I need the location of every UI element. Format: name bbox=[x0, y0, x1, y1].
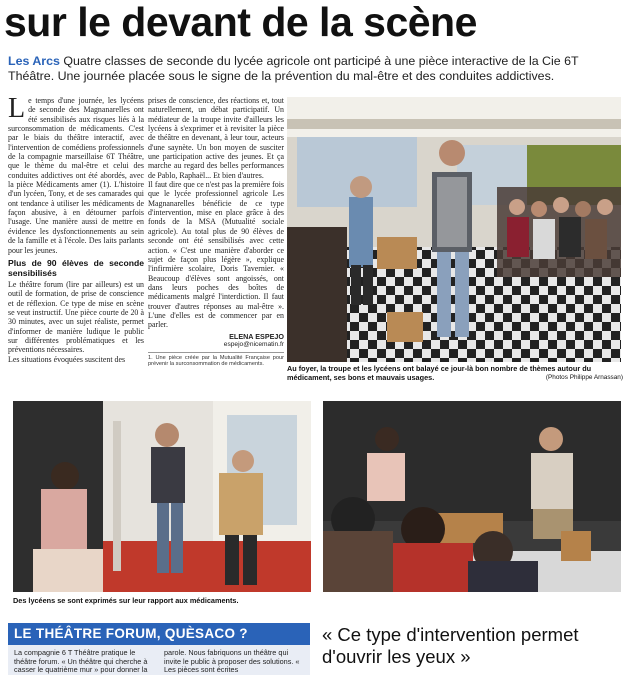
author-email: espejo@nicematin.fr bbox=[223, 340, 284, 348]
article-column-1 bbox=[8, 93, 144, 364]
sidebar-title: LE THÉÂTRE FORUM, QUÈSACO ? bbox=[8, 623, 310, 645]
lede bbox=[8, 54, 626, 84]
article-paragraph-3: Les situations évoquées suscitent des bbox=[8, 354, 126, 364]
photo-foyer-illustration bbox=[287, 97, 621, 362]
right-photo bbox=[323, 401, 621, 592]
sidebar-box bbox=[8, 623, 310, 675]
article-paragraph-5: Il faut dire que ce n'est pas la première fois que le lycée professionnel agricole Les Magnanarelles bénéficie de ce type d'intervention, mise en place grâce à des fonds de la MSA (Mutualité sociale agricole). Au total plus de 90 élèves de seconde ont été sensibilisés avec cette action. « C'est une manière d'aborder ce sujet de façon plus légère », explique l'infirmière scolaire, Doris Tavernier. « Beaucoup d'élèves sont angoissés, ont dans leurs poches des boîtes de médicaments malgré l'interdiction. Il faut trouver d'autres réponses au mal-être ». L'une d'elles est de commencer par en parler. bbox=[148, 180, 284, 330]
left-photo bbox=[13, 401, 311, 592]
footnote: 1. Une pièce créée par la Mutualité Française pour prévenir la surconsommation de médicaments. bbox=[148, 352, 284, 368]
pull-quote: « Ce type d'intervention permet d'ouvrir les yeux » bbox=[322, 624, 579, 667]
lede-text: Quatre classes de seconde du lycée agricole ont participé à une pièce interactive de la Cie 6T Théâtre. Une journée placée sous le signe de la prévention du mal-être et des conduites addictives. bbox=[8, 54, 579, 83]
article-paragraph-1: e temps d'une journée, les lycéens de seconde des Magnanarelles ont été sensibilisés aux risques liés à la surconsommation de médicaments. C'est par le biais du théâtre interactif, avec l'intervention de comédiens professionnels de la compagnie marseillaise 6T Théâtre, que le thème du mal-être et celui des conduites addictives ont été abordés, avec la pièce Médicaments amer (1). L'histoire d'un lycéen, Tony, et de ses camarades qui ont tendance à utiliser les médicaments de façon abusive, à en détourner parfois l'usage. Une manière aussi de mettre en évidence les dysfonctionnements au sein de la famille et à l'école. Des laits parlants pour les jeunes. bbox=[8, 96, 144, 255]
author: ELENA ESPEJO bbox=[229, 331, 284, 341]
lede-place: Les Arcs bbox=[8, 54, 60, 68]
article-column-2 bbox=[148, 96, 284, 368]
main-photo bbox=[287, 97, 621, 362]
sidebar-text: La compagnie 6 T Théâtre pratique le théâtre forum. « Un théâtre qui cherche à casser le quatrième mur » pour donner la parole. Nous fabriquons un théâtre qui invite le public à proposer des solutions. « Les pièces sont écrites bbox=[14, 648, 300, 675]
article-paragraph-2: Le théâtre forum (lire par ailleurs) est un outil de formation, de prise de conscience et de réflexion. Ce type de mise en scène se veut instructif. Une pièce courte de 20 à 30 minutes, avec un sujet réaliste, permet d'informer de manière ludique le public sur différentes problématiques et les préventions nécessaires. bbox=[8, 279, 144, 355]
photo-stage-illustration bbox=[323, 401, 621, 592]
photo-students-illustration bbox=[13, 401, 311, 592]
dropcap: L bbox=[8, 93, 26, 124]
article-subhead: Plus de 90 élèves de seconde sensibilisés bbox=[8, 257, 144, 278]
left-caption: Des lycéens se sont exprimés sur leur rapport aux médicaments. bbox=[13, 596, 239, 605]
article-body bbox=[8, 93, 284, 392]
photo-credit: (Photos Philippe Arnassan) bbox=[545, 374, 623, 381]
main-caption bbox=[287, 364, 623, 382]
article-paragraph-4: prises de conscience, des réactions et, tout naturellement, un débat participatif. Un médiateur de la troupe invite d'ailleurs les lycéens à s'exprimer et à revisiter la pièce de théâtre en devenant, à leur tour, acteurs d'une saynète. Un bon moyen de susciter une participation active des jeunes. Et ça marche au regard des belles performances de Pablo, Raphaël... Et bien d'autres. bbox=[148, 96, 284, 180]
headline: sur le devant de la scène bbox=[4, 0, 477, 44]
main-caption-text: Au foyer, la troupe et les lycéens ont balayé ce jour-là bon nombre de thèmes autour du médicament, ses bons et mauvais usages. bbox=[287, 364, 592, 382]
